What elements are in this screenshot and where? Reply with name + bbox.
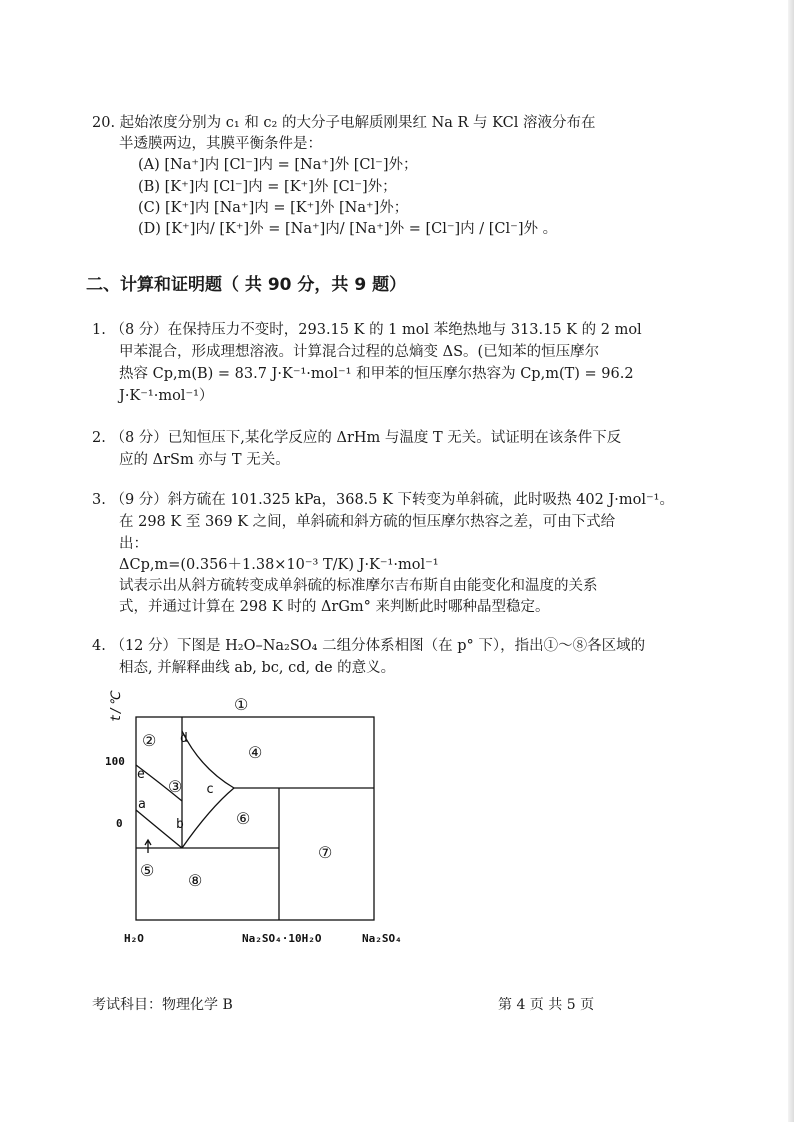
x-label-h2o: H₂O: [124, 932, 144, 945]
q3-formula: ΔCp,m=(0.356＋1.38×10⁻³ T/K) J·K⁻¹·mol⁻¹: [119, 557, 439, 573]
q1-line-2: 甲苯混合，形成理想溶液。计算混合过程的总熵变 ΔS。(已知苯的恒压摩尔: [119, 344, 600, 360]
point-e: e: [137, 767, 145, 782]
q2-line-1: 2. （8 分）已知恒压下,某化学反应的 ΔrHm 与温度 T 无关。试证明在该条件下反: [92, 430, 622, 446]
section-heading: 二、计算和证明题（ 共 90 分，共 9 题）: [86, 275, 407, 295]
tick-0: 0: [116, 817, 123, 830]
x-label-decahydrate: Na₂SO₄·10H₂O: [242, 932, 322, 945]
q3-line-5: 试表示出从斜方硫转变成单斜硫的标准摩尔吉布斯自由能变化和温度的关系: [119, 578, 598, 594]
region-2: ②: [142, 731, 157, 750]
region-5: ⑤: [140, 861, 155, 880]
x-label-na2so4: Na₂SO₄: [362, 932, 402, 945]
q3-line-6: 式，并通过计算在 298 K 时的 ΔrGm° 来判断此时哪种晶型稳定。: [119, 599, 550, 615]
footer-page-number: 第 4 页 共 5 页: [498, 997, 595, 1013]
q20-line-1: 20. 起始浓度分别为 c₁ 和 c₂ 的大分子电解质刚果红 Na R 与 KCl 溶液分布在: [92, 115, 596, 131]
phase-diagram: [100, 688, 430, 950]
region-6: ⑥: [236, 809, 251, 828]
q20-option-a: (A) [Na⁺]内 [Cl⁻]内 = [Na⁺]外 [Cl⁻]外；: [138, 157, 418, 173]
tick-100: 100: [105, 755, 125, 768]
q1-line-3: 热容 Cp,m(B) = 83.7 J·K⁻¹·mol⁻¹ 和甲苯的恒压摩尔热容为 Cp,m(T) = 96.2: [119, 366, 634, 382]
page-edge-shadow: [788, 0, 794, 1122]
q1-line-4: J·K⁻¹·mol⁻¹）: [119, 388, 214, 404]
q3-line-3: 出：: [119, 536, 148, 552]
region-7: ⑦: [318, 843, 333, 862]
footer-subject: 考试科目：物理化学 B: [92, 997, 233, 1013]
region-4: ④: [248, 743, 263, 762]
q3-line-1: 3. （9 分）斜方硫在 101.325 kPa，368.5 K 下转变为单斜硫，此时吸热 402 J·mol⁻¹。: [92, 492, 674, 508]
q20-option-d: (D) [K⁺]内/ [K⁺]外 = [Na⁺]内/ [Na⁺]外 = [Cl⁻]内 / [Cl⁻]外 。: [138, 221, 558, 237]
region-3: ③: [168, 777, 183, 796]
point-b: b: [176, 817, 184, 832]
q20-line-2: 半透膜两边，其膜平衡条件是：: [119, 136, 322, 152]
q20-option-c: (C) [K⁺]内 [Na⁺]内 = [K⁺]外 [Na⁺]外；: [138, 200, 409, 216]
y-axis-label: t/℃: [109, 691, 124, 722]
region-1: ①: [234, 695, 249, 714]
region-8: ⑧: [188, 871, 203, 890]
curve-cd: [182, 731, 234, 788]
q20-option-b: (B) [K⁺]内 [Cl⁻]内 = [K⁺]外 [Cl⁻]外；: [138, 179, 397, 195]
point-c: c: [206, 782, 214, 797]
point-a: a: [138, 797, 146, 812]
point-d: d: [180, 731, 188, 746]
q3-line-2: 在 298 K 至 369 K 之间，单斜硫和斜方硫的恒压摩尔热容之差，可由下式给: [119, 514, 616, 530]
q4-line-1: 4. （12 分）下图是 H₂O–Na₂SO₄ 二组分体系相图（在 p° 下），指出①～⑧各区域的: [92, 638, 646, 654]
q4-line-2: 相态, 并解释曲线 ab, bc, cd, de 的意义。: [119, 660, 396, 676]
q1-line-1: 1. （8 分）在保持压力不变时，293.15 K 的 1 mol 苯绝热地与 313.15 K 的 2 mol: [92, 322, 642, 338]
curve-bc: [182, 788, 234, 848]
q2-line-2: 应的 ΔrSm 亦与 T 无关。: [119, 452, 290, 468]
